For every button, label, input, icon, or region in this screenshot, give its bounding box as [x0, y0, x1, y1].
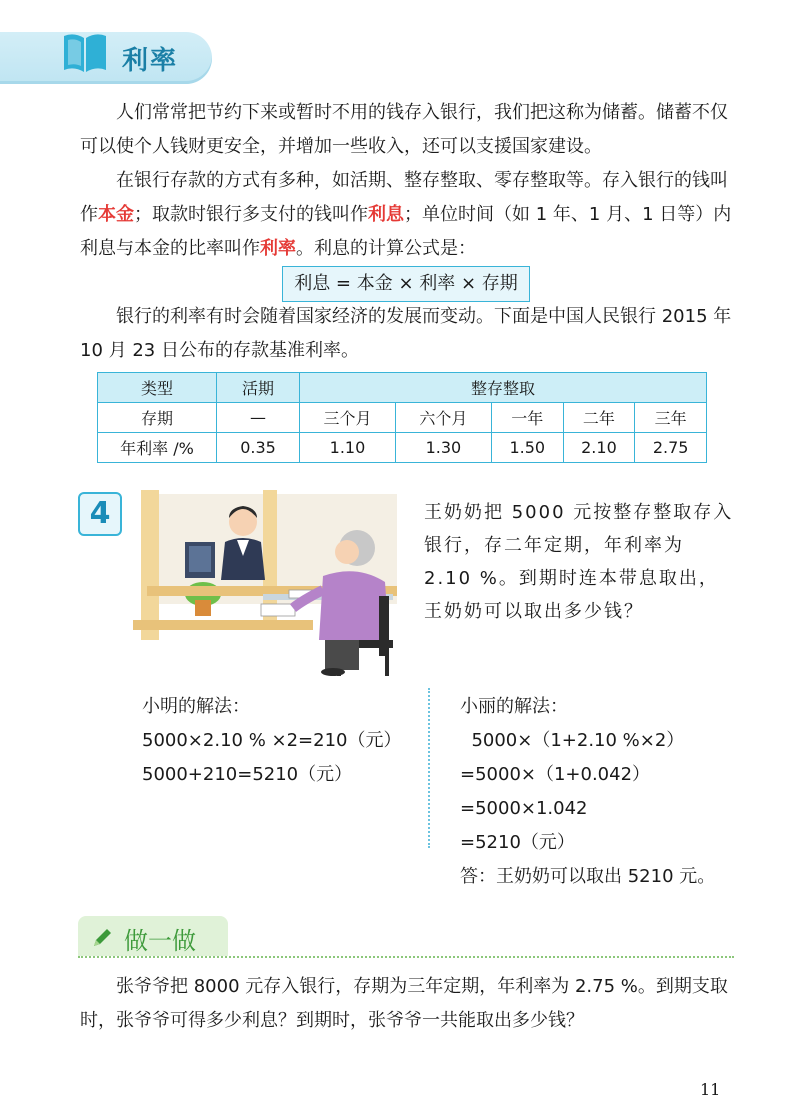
intro-paragraph-1: [80, 96, 734, 164]
deposit-rate-table: [97, 372, 707, 463]
table-header-cell: 活期: [217, 373, 300, 403]
table-cell: 三年: [635, 403, 707, 433]
table-cell: 1.30: [395, 433, 491, 463]
table-row: [98, 433, 707, 463]
table-cell: —: [217, 403, 300, 433]
table-row: [98, 403, 707, 433]
intro-text-1: 人们常常把节约下来或暂时不用的钱存入银行，我们把这称为储蓄。储蓄不仅可以使个人钱财更安全，并增加一些收入，还可以支援国家建设。: [80, 102, 728, 157]
intro-paragraph-2: [80, 164, 734, 266]
solution-line: =5000×1.042: [460, 798, 588, 819]
text-run: ；取款时银行多支付的钱叫作: [134, 204, 368, 225]
solution-line: =5000×（1+0.042）: [460, 764, 651, 785]
table-row-label: 存期: [98, 403, 217, 433]
book-icon: [62, 30, 108, 74]
section-title: 利率: [122, 46, 179, 76]
solution-line: 5000+210=5210（元）: [142, 764, 353, 785]
table-cell: 三个月: [300, 403, 396, 433]
solution-line: =5210（元）: [460, 832, 575, 853]
table-cell: 六个月: [395, 403, 491, 433]
solution-line: 5000×（1+2.10 %×2）: [460, 730, 685, 751]
term-interest: 利息: [368, 204, 404, 225]
table-cell: 1.10: [300, 433, 396, 463]
table-cell: 1.50: [491, 433, 563, 463]
page-number: 11: [700, 1080, 721, 1099]
table-cell: 二年: [563, 403, 635, 433]
intro-paragraph-3: [80, 300, 734, 368]
example-number-badge: 4: [78, 492, 122, 536]
term-principal: 本金: [98, 204, 134, 225]
solution-answer: 答：王奶奶可以取出 5210 元。: [460, 866, 716, 887]
xiaoming-solution: [142, 690, 402, 792]
practice-question-text: 张爷爷把 8000 元存入银行，存期为三年定期，年利率为 2.75 %。到期支取时，张爷爷可得多少利息？到期时，张爷爷一共能取出多少钱？: [80, 976, 728, 1031]
table-cell: 0.35: [217, 433, 300, 463]
interest-formula-box: 利息 = 本金 × 利率 × 存期: [282, 266, 530, 302]
solution-divider: [428, 688, 430, 848]
practice-question: [80, 970, 734, 1038]
table-cell: 一年: [491, 403, 563, 433]
xiaoli-solution: [460, 690, 715, 894]
table-header-cell: 类型: [98, 373, 217, 403]
text-run: 。利息的计算公式是：: [296, 238, 476, 259]
table-cell: 2.75: [635, 433, 707, 463]
text-run: ；单位时间（如 1 年、1 月、1 日等）内利息与本金的比率叫作: [80, 204, 732, 259]
table-row: [98, 373, 707, 403]
intro-text-3: 银行的利率有时会随着国家经济的发展而变动。下面是中国人民银行 2015 年 10 月 23 日公布的存款基准利率。: [80, 306, 732, 361]
practice-divider: [78, 956, 734, 958]
intro-text-2: [80, 164, 734, 266]
term-rate: 利率: [260, 238, 296, 259]
solution-line: 5000×2.10 % ×2=210（元）: [142, 730, 402, 751]
pencil-icon: [90, 926, 114, 950]
practice-label: 做一做: [124, 927, 196, 955]
solution-title: 小丽的解法：: [460, 696, 568, 717]
solution-title: 小明的解法：: [142, 696, 250, 717]
table-header-cell: 整存整取: [300, 373, 707, 403]
example-problem-text: 王奶奶把 5000 元按整存整取存入银行，存二年定期，年利率为 2.10 %。到期时连本带息取出，王奶奶可以取出多少钱？: [424, 502, 734, 622]
text-run: 在银行存款的方式有多种，如活期、整存整取、零存整取等。存入银行的钱叫作: [80, 170, 728, 225]
bank-counter-illustration: [133, 490, 411, 678]
table-cell: 2.10: [563, 433, 635, 463]
table-row-label: 年利率 /%: [98, 433, 217, 463]
